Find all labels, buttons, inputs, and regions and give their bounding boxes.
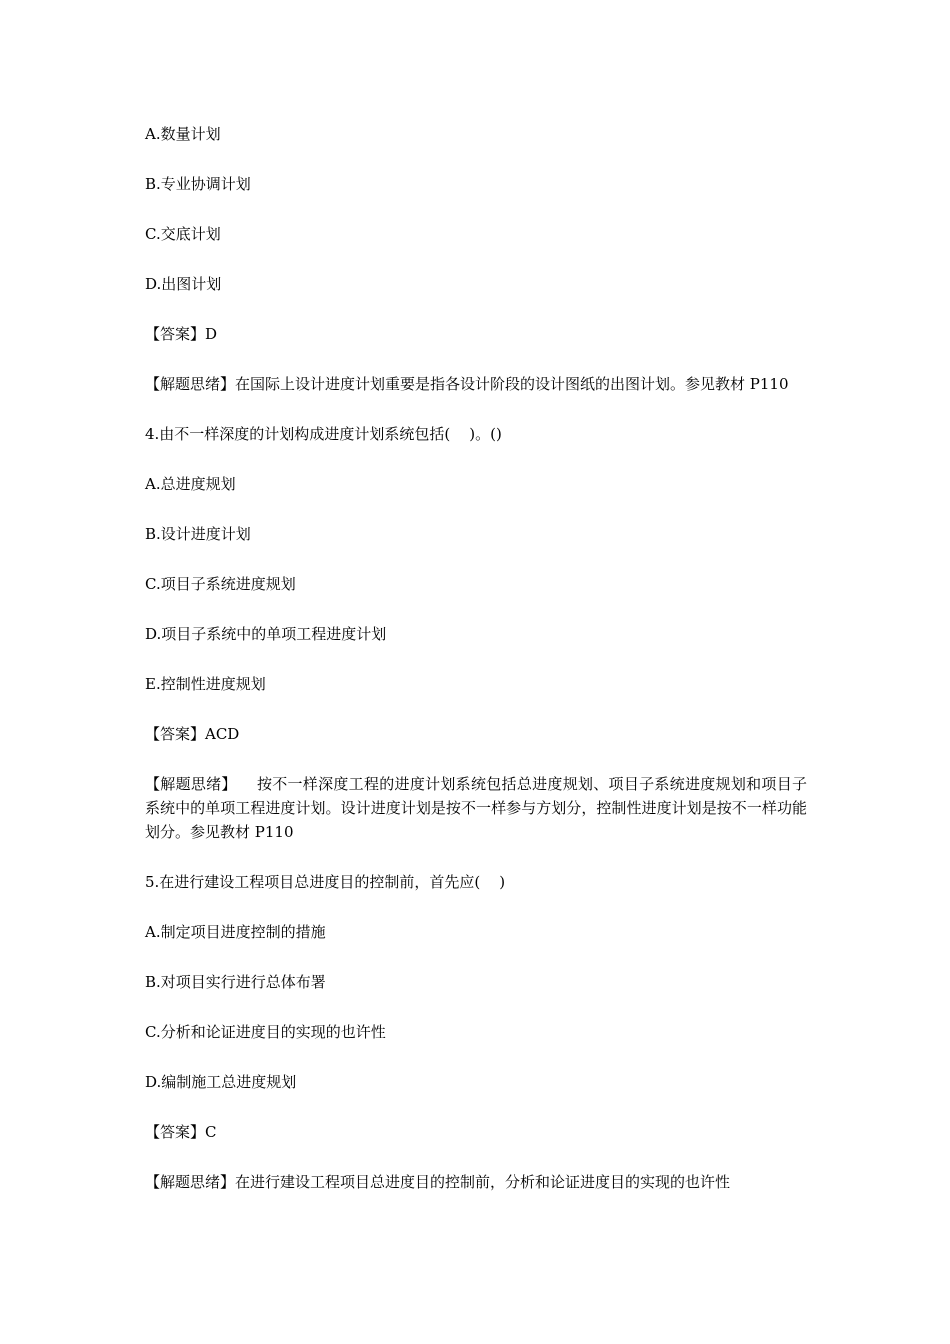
explanation-q5: 【解题思绪】在进行建设工程项目总进度目的控制前，分析和论证进度目的实现的也许性 bbox=[145, 1173, 731, 1191]
answer-q3: 【答案】D bbox=[145, 325, 218, 343]
option-d-q3: D.出图计划 bbox=[145, 275, 222, 293]
option-a-q5: A.制定项目进度控制的措施 bbox=[145, 923, 326, 941]
option-c-q3: C.交底计划 bbox=[145, 225, 221, 243]
option-d-q5: D.编制施工总进度规划 bbox=[145, 1073, 297, 1091]
question-5: 5.在进行建设工程项目总进度目的控制前，首先应( ) bbox=[145, 873, 506, 891]
option-b-q4: B.设计进度计划 bbox=[145, 525, 251, 543]
explanation-q3: 【解题思绪】在国际上设计进度计划重要是指各设计阶段的设计图纸的出图计划。参见教材 P110 bbox=[145, 375, 789, 393]
option-b-q5: B.对项目实行进行总体布署 bbox=[145, 973, 326, 991]
option-b-q3: B.专业协调计划 bbox=[145, 175, 251, 193]
answer-q5: 【答案】C bbox=[145, 1123, 217, 1141]
answer-q4: 【答案】ACD bbox=[145, 725, 240, 743]
option-c-q5: C.分析和论证进度目的实现的也许性 bbox=[145, 1023, 386, 1041]
question-4: 4.由不一样深度的计划构成进度计划系统包括( )。() bbox=[145, 425, 502, 443]
option-d-q4: D.项目子系统中的单项工程进度计划 bbox=[145, 625, 387, 643]
document-page bbox=[145, 122, 807, 1220]
option-c-q4: C.项目子系统进度规划 bbox=[145, 575, 296, 593]
option-a-q4: A.总进度规划 bbox=[145, 475, 236, 493]
option-a-q3: A.数量计划 bbox=[145, 125, 221, 143]
option-e-q4: E.控制性进度规划 bbox=[145, 675, 266, 693]
explanation-q4: 【解题思绪】 按不一样深度工程的进度计划系统包括总进度规划、项目子系统进度规划和项目子系统中的单项工程进度计划。设计进度计划是按不一样参与方划分，控制性进度计划是按不一样功能划分。参见教材 P110 bbox=[145, 775, 807, 841]
